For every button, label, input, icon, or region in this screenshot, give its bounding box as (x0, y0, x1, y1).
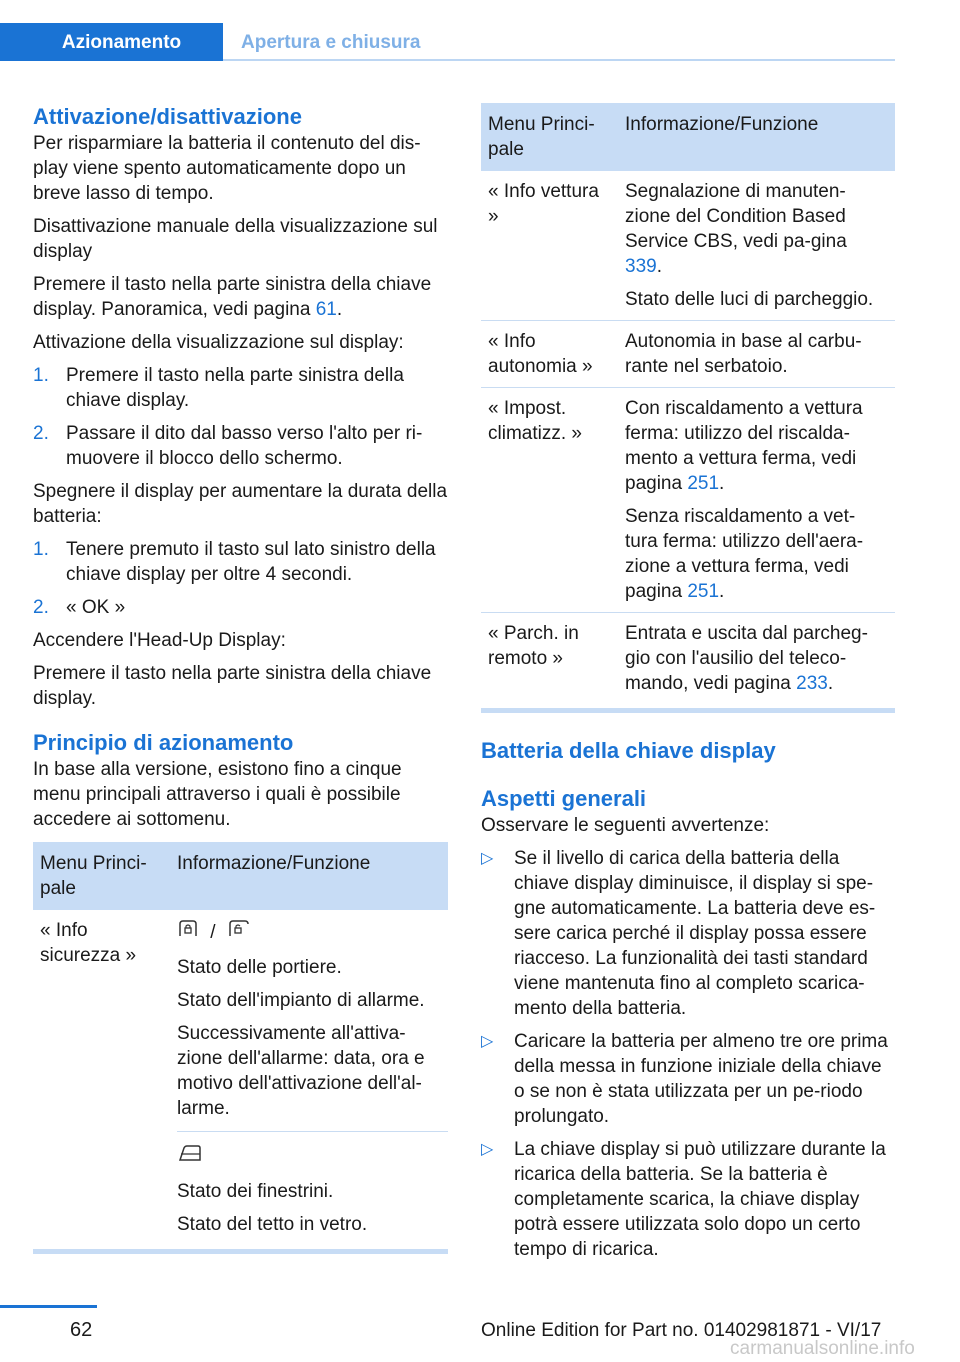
text: Premere il tasto nella parte sinistra della chiave display. Panoramica, vedi pagina (33, 274, 432, 320)
table-row (481, 613, 895, 705)
info-text (625, 504, 887, 604)
right-column (481, 103, 895, 1270)
info-text: Stato del tetto in vetro. (177, 1214, 368, 1235)
tab-azionamento[interactable]: Azionamento (0, 23, 223, 61)
step-number: 2. (33, 597, 49, 618)
table-row (481, 321, 895, 388)
bullet-triangle-icon: ▷ (481, 1141, 494, 1158)
header-tabs (0, 23, 895, 61)
sub-divider (177, 1131, 448, 1132)
steps-list (33, 537, 448, 620)
col-header-menu: Menu Princi-pale (33, 842, 170, 910)
page-link[interactable]: 233 (796, 673, 828, 694)
step-number: 1. (33, 365, 49, 386)
step-text: Tenere premuto il tasto sul lato sinistro della chiave display per oltre 4 secondi. (66, 539, 436, 585)
info-text (625, 179, 887, 279)
row-content (618, 613, 895, 705)
page-link[interactable]: 61 (315, 299, 337, 320)
table-row (481, 388, 895, 613)
step-text: Premere il tasto nella parte sinistra della chiave display. (66, 365, 404, 411)
text: Segnalazione di manuten-zione del Condition Based Service CBS, vedi pa-gina (625, 181, 847, 252)
row-label: « Info vettura » (481, 171, 618, 321)
table-row (481, 171, 895, 321)
menu-table (33, 842, 448, 1245)
text: . (719, 473, 725, 494)
info-text: Autonomia in base al carbu-rante nel serbatoio. (625, 331, 862, 377)
text: Entrata e uscita dal parcheg-gio con l'ausilio del teleco-mando, vedi pagina (625, 623, 868, 694)
table-header-row (33, 842, 448, 910)
bullet-triangle-icon: ▷ (481, 1033, 494, 1050)
list-text: Caricare la batteria per almeno tre ore prima della messa in funzione iniziale della chiave o se non è stata utilizzata per un pe-riodo prolungato. (514, 1031, 888, 1127)
menu-table (481, 103, 895, 704)
list-text: La chiave display si può utilizzare durante la ricarica della batteria. Se la batteria è completamente scarica, la chiave display potrà essere utilizzata solo dopo un certo tempo di ricarica. (514, 1139, 886, 1260)
step-item (33, 595, 448, 620)
page-link[interactable]: 251 (687, 581, 720, 602)
paragraph (33, 272, 448, 322)
paragraph: Attivazione della visualizzazione sul display: (33, 332, 404, 353)
info-text: Stato delle portiere. (177, 957, 342, 978)
step-item (33, 421, 448, 471)
paragraph: Osservare le seguenti avvertenze: (481, 815, 770, 836)
info-text: Stato delle luci di parcheggio. (625, 289, 874, 310)
text: . (336, 299, 343, 320)
heading-attivazione: Attivazione/disattivazione (33, 104, 302, 129)
step-text: « OK » (66, 597, 126, 618)
table-end-bar (33, 1249, 448, 1254)
step-item (33, 363, 448, 413)
page-link[interactable]: 339 (625, 256, 657, 277)
info-text (625, 621, 887, 696)
col-header-info: Informazione/Funzione (618, 103, 895, 171)
step-number: 2. (33, 423, 49, 444)
icon-line (177, 918, 440, 947)
bullet-triangle-icon: ▷ (481, 850, 494, 867)
text: . (827, 673, 834, 694)
step-item (33, 537, 448, 587)
text: . (719, 581, 725, 602)
footer-accent-line (0, 1305, 97, 1308)
row-content (618, 321, 895, 388)
row-content (170, 910, 448, 1245)
row-content (618, 388, 895, 613)
col-header-info: Informazione/Funzione (170, 842, 448, 910)
step-text: Passare il dito dal basso verso l'alto per ri-muovere il blocco dello schermo. (66, 423, 423, 469)
row-label: « Parch. in remoto » (488, 623, 579, 669)
text: Senza riscaldamento a vet-tura ferma: utilizzo dell'aera-zione a vettura ferma, vedi pagina (625, 506, 864, 602)
table-header-row (481, 103, 895, 171)
row-content (618, 171, 895, 321)
row-label: « Info autonomia » (481, 321, 618, 388)
list-item (481, 846, 895, 1021)
page-number: 62 (70, 1319, 93, 1341)
list-item (481, 1029, 895, 1129)
steps-list (33, 363, 448, 471)
paragraph: Disattivazione manuale della visualizzazione sul display (33, 216, 438, 262)
slash: / (210, 921, 216, 943)
heading-principio: Principio di azionamento (33, 730, 294, 755)
step-number: 1. (33, 539, 49, 560)
row-label: « Info sicurezza » (40, 920, 137, 966)
info-text: Stato dell'impianto di allarme. (177, 990, 425, 1011)
info-text: Successivamente all'attiva-zione dell'allarme: data, ora e motivo dell'attivazione dell'al-larme. (177, 1023, 425, 1119)
bullet-list (481, 846, 895, 1262)
paragraph: Premere il tasto nella parte sinistra della chiave display. (33, 663, 432, 709)
icon-line (177, 1142, 440, 1171)
info-text: Stato dei finestrini. (177, 1181, 334, 1202)
door-unlock-icon (227, 918, 253, 947)
list-text: Se il livello di carica della batteria della chiave display diminuisce, il display si spe-gne automaticamente. La batteria deve es-sere carica perché il display possa essere riacceso. La funzionalità dei tasti standard viene mantenuta fino al completo scarica-mento della batteria. (514, 848, 876, 1019)
list-item (481, 1137, 895, 1262)
page-link[interactable]: 251 (687, 473, 720, 494)
paragraph: Accendere l'Head-Up Display: (33, 630, 286, 651)
watermark: carmanualsonline.info (730, 1338, 915, 1359)
paragraph: In base alla versione, esistono fino a cinque menu principali attraverso i quali è possibile accedere ai sottomenu. (33, 759, 402, 830)
tab-apertura-e-chiusura[interactable]: Apertura e chiusura (241, 31, 421, 53)
car-window-icon (177, 1142, 203, 1171)
door-lock-icon (177, 918, 199, 947)
text: . (656, 256, 662, 277)
table-end-bar (481, 708, 895, 713)
left-column (33, 103, 448, 1254)
col-header-menu: Menu Princi-pale (481, 103, 618, 171)
tab-divider (223, 59, 895, 61)
paragraph: Per risparmiare la batteria il contenuto del dis-play viene spento automaticamente dopo un breve lasso di tempo. (33, 133, 421, 204)
table-row (33, 910, 448, 1245)
heading-aspetti-generali: Aspetti generali (481, 786, 647, 811)
edition-text: Online Edition for Part no. 01402981871 - VI/17 (481, 1320, 882, 1341)
row-label: « Impost. climatizz. » (481, 388, 618, 613)
heading-batteria: Batteria della chiave display (481, 738, 776, 763)
paragraph: Spegnere il display per aumentare la durata della batteria: (33, 481, 448, 527)
text: Con riscaldamento a vettura ferma: utilizzo del riscalda-mento a vettura ferma, vedi pagina (625, 398, 863, 494)
info-text (625, 396, 887, 496)
